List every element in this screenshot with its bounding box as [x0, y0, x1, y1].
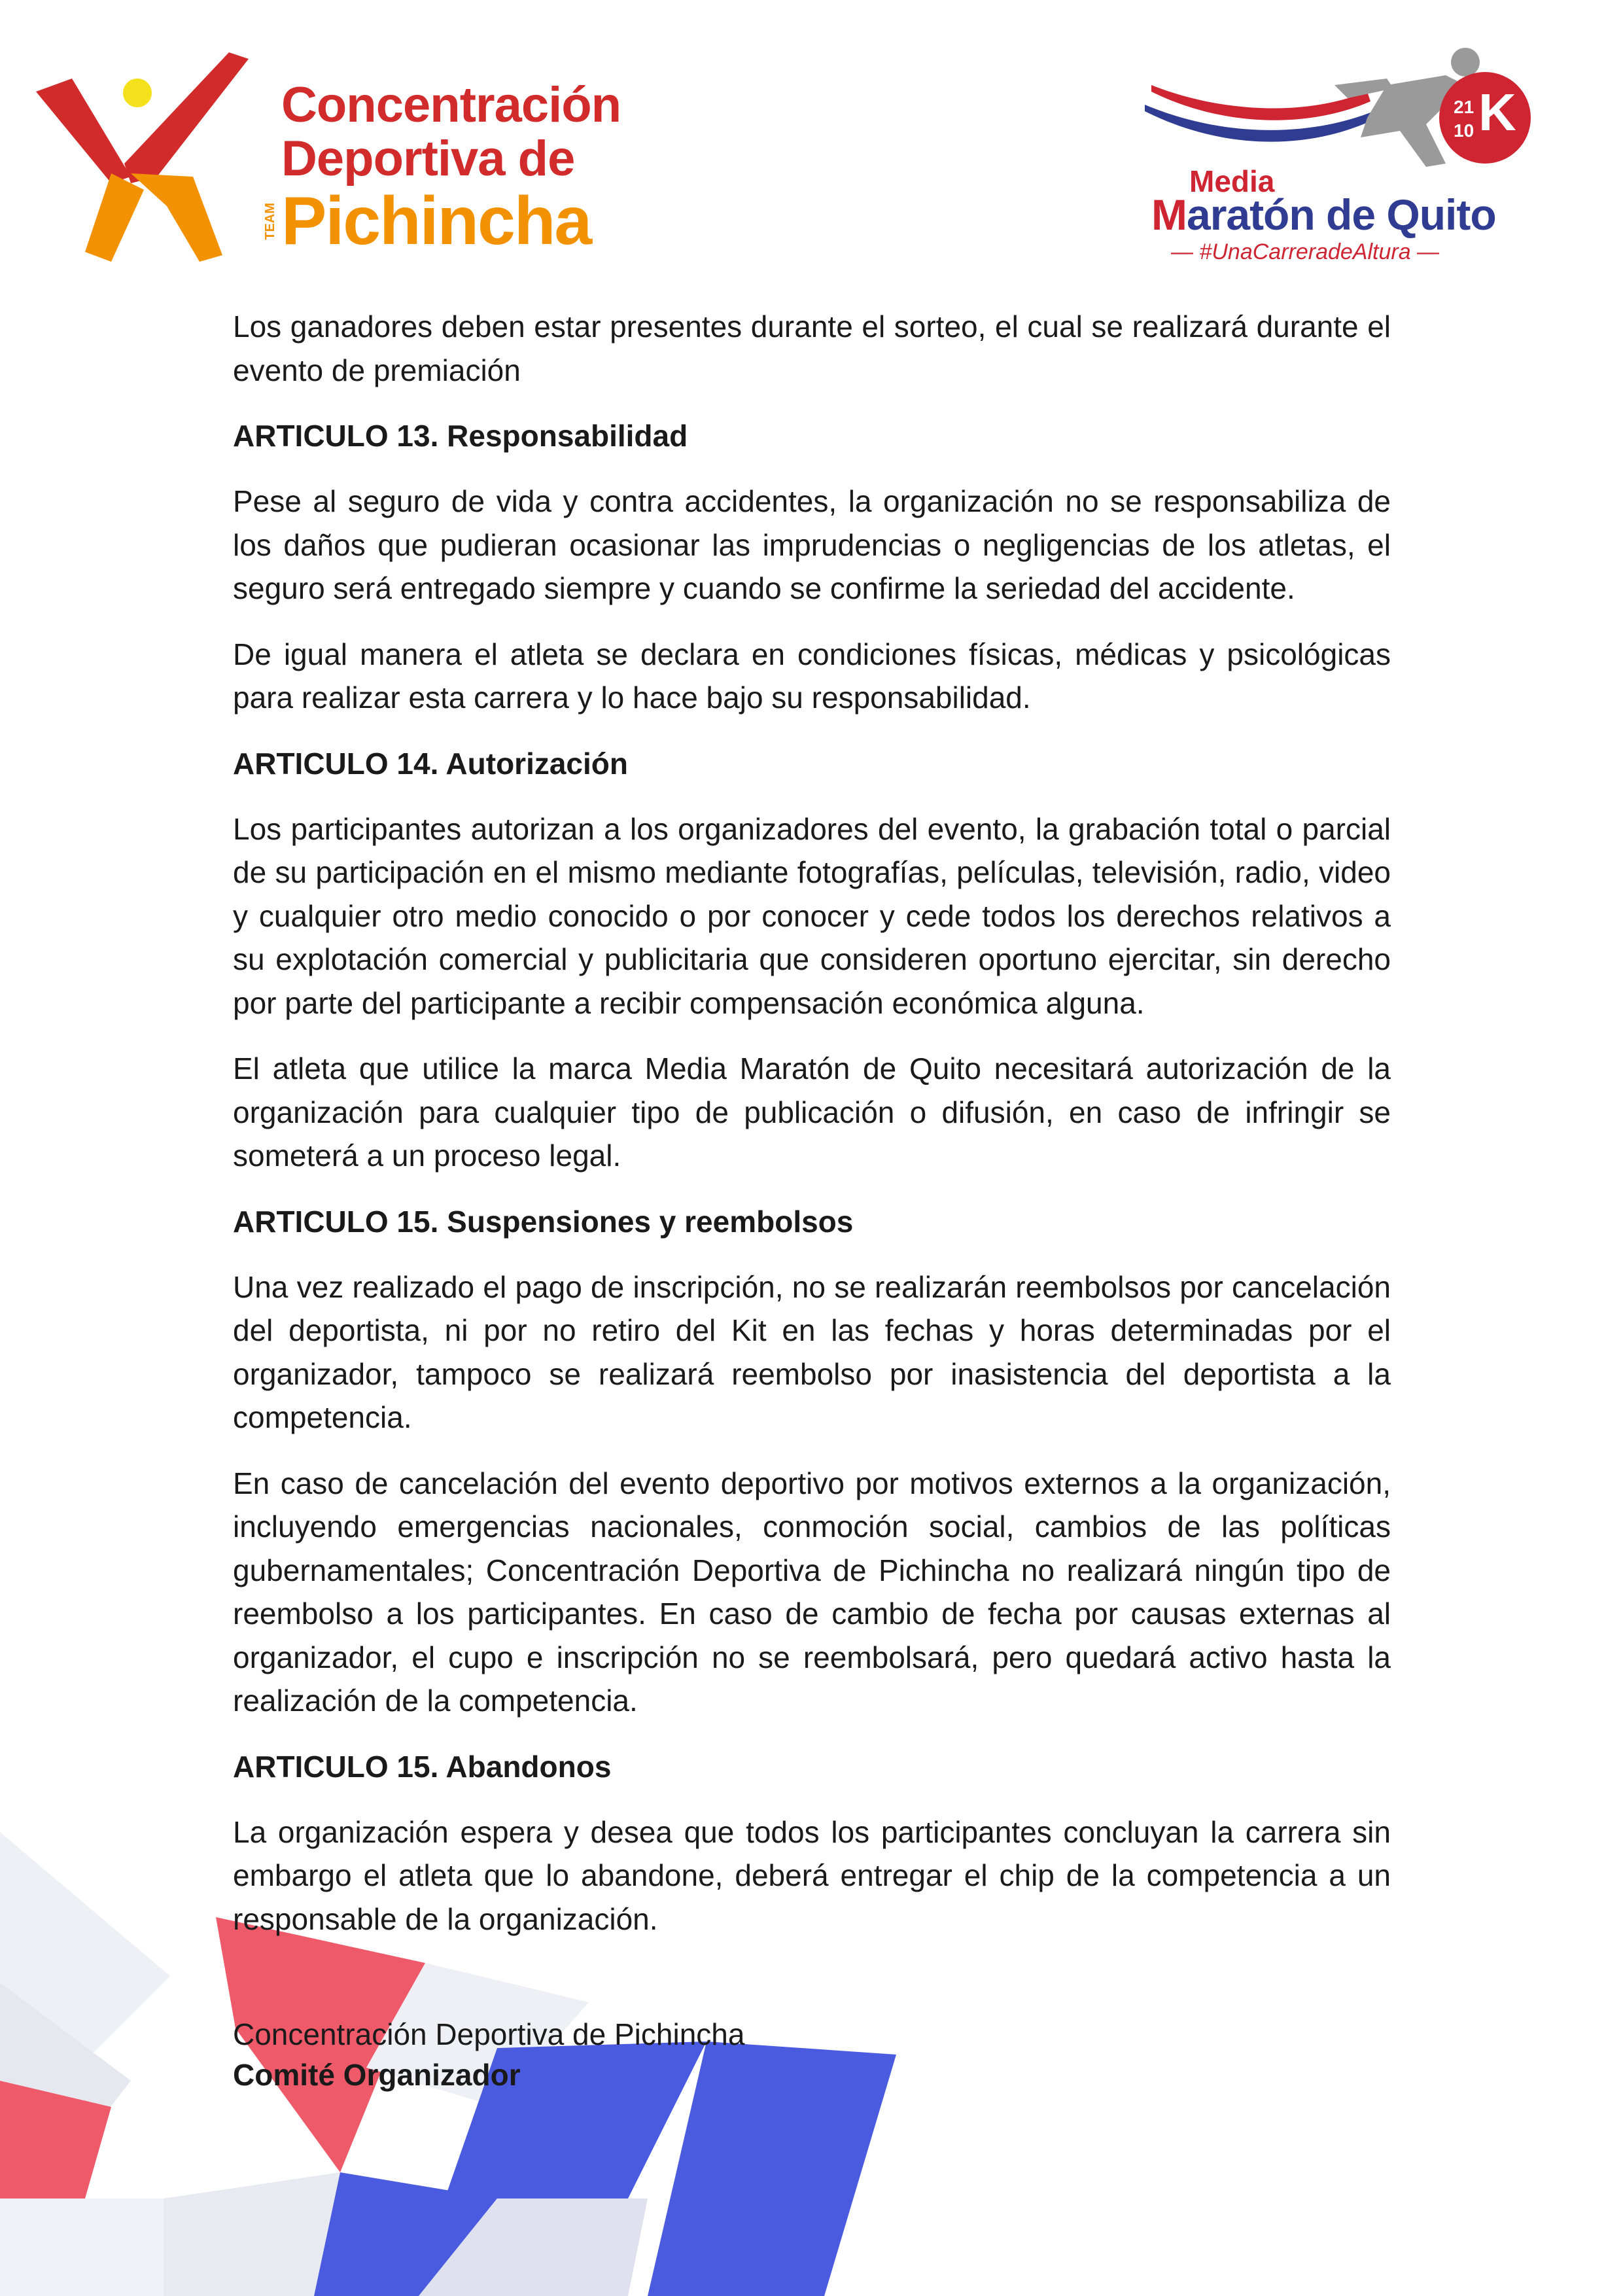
signature-block	[233, 2014, 887, 2095]
heading-article-13: ARTICULO 13. Responsabilidad	[233, 419, 688, 453]
concentracion-deportiva-logo	[33, 52, 621, 275]
signature-role: Comité Organizador	[233, 2058, 521, 2092]
logo-title: Maratón de Quito	[1151, 190, 1496, 239]
paragraph-13a: Pese al seguro de vida y contra accidentes, la organización no se responsabiliza de los daños que pudieran ocasionar las imprudencias o negligencias de los atletas, el seguro será entregado siempre y cuando se confirme la seriedad del accidente.	[233, 484, 1391, 605]
paragraph-15b: En caso de cancelación del evento deportivo por motivos externos a la organización, incluyendo emergencias nacionales, conmoción social, cambios de las políticas gubernamentales; Concentración Deportiva de Pichincha no realizará ningún tipo de reembolso a los participantes. En caso de cambio de fecha por causas externas al organizador, el cupo e inscripción no se reembolsará, pero quedará activo hasta la realización de la competencia.	[233, 1466, 1391, 1718]
paragraph-13b: De igual manera el atleta se declara en condiciones físicas, médicas y psicológicas para realizar esta carrera y lo hace bajo su responsabilidad.	[233, 637, 1391, 715]
paragraph-15a: Una vez realizado el pago de inscripción, no se realizarán reembolsos por cancelación del deportista, ni por no retiro del Kit en las fechas y horas determinadas por el organizador, tampoco se realizará reembolso por inasistencia del deportista a la competencia.	[233, 1269, 1391, 1434]
logo-wordmark: TEAM Concentración Deportiva de Pichincha	[263, 77, 621, 259]
paragraph-14b: El atleta que utilice la marca Media Maratón de Quito necesitará autorización de la organización para cualquier tipo de publicación o difusión, en caso de infringir se someterá a un proceso legal.	[233, 1051, 1391, 1173]
heading-article-15-abandonos: ARTICULO 15. Abandonos	[233, 1749, 612, 1784]
signature-organization: Concentración Deportiva de Pichincha	[233, 2017, 745, 2051]
media-maraton-quito-logo: 21 K 10 Media Maratón de Quito — #UnaCarreradeAltura —	[1138, 46, 1531, 275]
paragraph-14a: Los participantes autorizan a los organizadores del evento, la grabación total o parcial de su participación en el mismo mediante fotografías, películas, televisión, radio, video y cualquier otro medio conocido o por conocer y cede todos los derechos relativos a su explotación comercial y publicitaria que consideren oportuno ejercitar, sin derecho por parte del participante a recibir compensación económica alguna.	[233, 811, 1391, 1020]
paragraph-intro: Los ganadores deben estar presentes durante el sorteo, el cual se realizará durante el evento de premiación	[233, 309, 1391, 387]
heading-article-15: ARTICULO 15. Suspensiones y reembolsos	[233, 1204, 854, 1239]
distance-badge: 21 K 10	[1439, 72, 1531, 164]
paragraph-15c: La organización espera y desea que todos los participantes concluyan la carrera sin embargo el atleta que lo abandone, deberá entregar el chip de la competencia a un responsable de la organización.	[233, 1814, 1391, 1936]
athlete-figure-icon	[33, 52, 281, 275]
document-body	[233, 305, 1391, 1963]
heading-article-14: ARTICULO 14. Autorización	[233, 746, 628, 781]
